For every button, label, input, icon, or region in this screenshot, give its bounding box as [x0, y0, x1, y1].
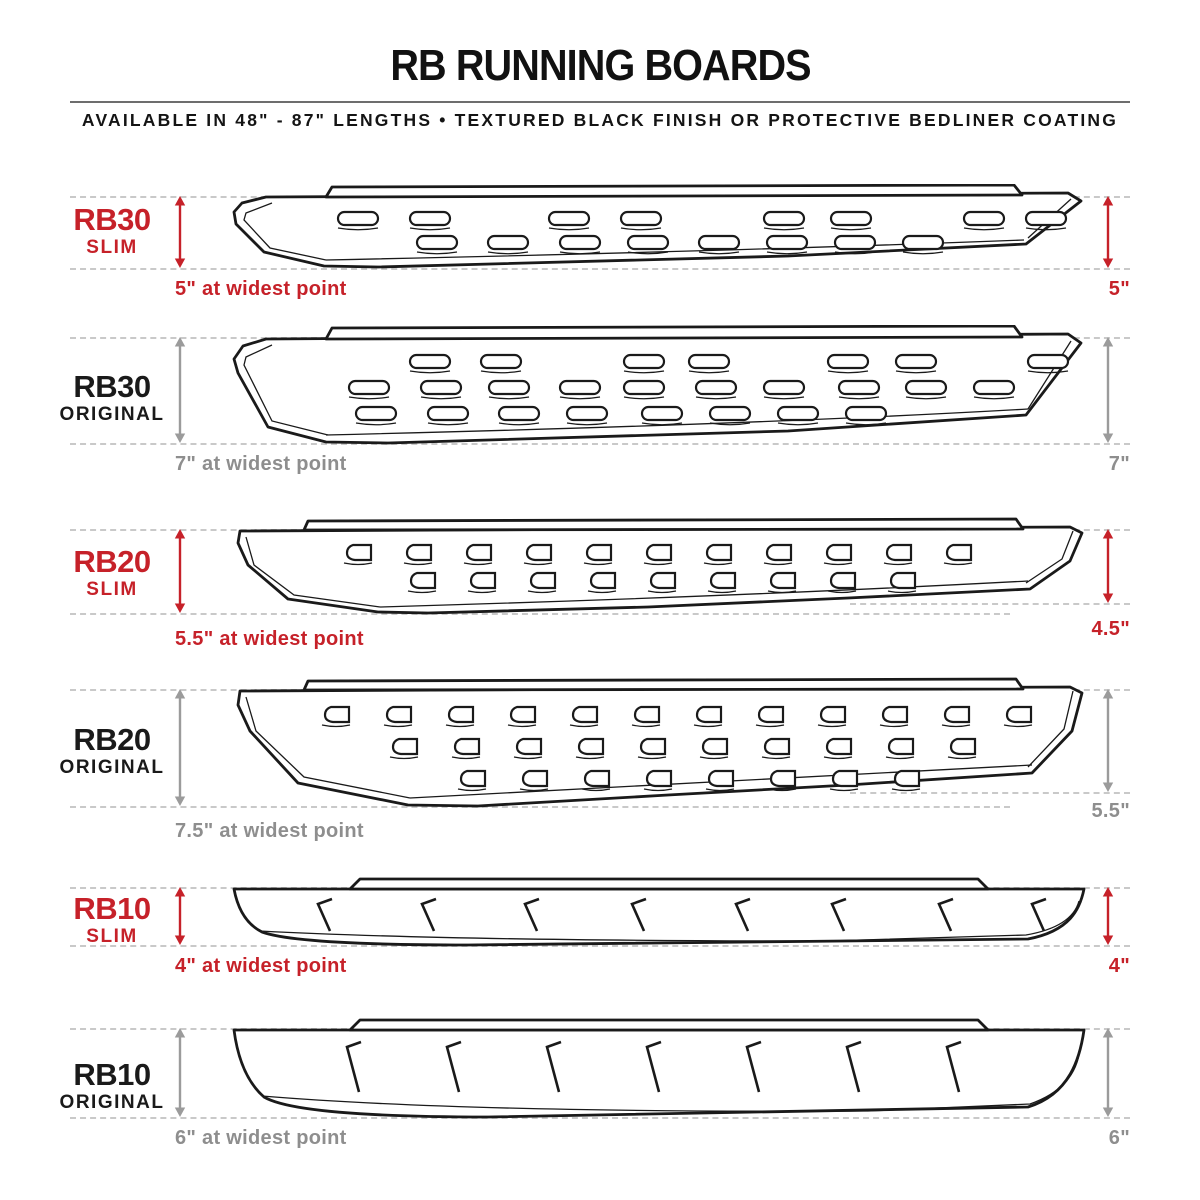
model-label: RB30 — [73, 369, 151, 404]
page-subtitle: AVAILABLE IN 48" - 87" LENGTHS • TEXTURED BLACK FINISH OR PROTECTIVE BEDLINER COATING — [81, 110, 1119, 130]
widest-point-label: 5.5" at widest point — [175, 628, 364, 650]
width-arrow-right — [1101, 1028, 1115, 1117]
board-drawing — [228, 1016, 1090, 1131]
variant-label: ORIGINAL — [59, 757, 165, 778]
right-width-label: 4.5" — [1091, 618, 1130, 640]
model-label: RB10 — [73, 1057, 151, 1092]
right-width-label: 5" — [1108, 278, 1130, 300]
right-width-label: 4" — [1108, 955, 1130, 977]
model-label: RB20 — [73, 544, 151, 579]
variant-label: SLIM — [86, 237, 138, 258]
variant-label: ORIGINAL — [59, 404, 165, 425]
widest-point-label: 4" at widest point — [175, 955, 347, 977]
board-label — [52, 1059, 172, 1112]
model-label: RB10 — [73, 891, 151, 926]
widest-point-label: 6" at widest point — [175, 1127, 347, 1149]
widest-point-label: 5" at widest point — [175, 278, 347, 300]
widest-point-label: 7" at widest point — [175, 453, 347, 475]
variant-label: SLIM — [86, 926, 138, 947]
variant-label: ORIGINAL — [59, 1092, 165, 1113]
widest-point-label: 7.5" at widest point — [175, 820, 364, 842]
variant-label: SLIM — [86, 579, 138, 600]
model-label: RB30 — [73, 202, 151, 237]
page-title: RB RUNNING BOARDS — [389, 41, 811, 90]
model-label: RB20 — [73, 722, 151, 757]
right-width-label: 5.5" — [1091, 800, 1130, 822]
width-arrow-left — [173, 1028, 187, 1117]
right-width-label: 7" — [1108, 453, 1130, 475]
right-width-label: 6" — [1108, 1127, 1130, 1149]
